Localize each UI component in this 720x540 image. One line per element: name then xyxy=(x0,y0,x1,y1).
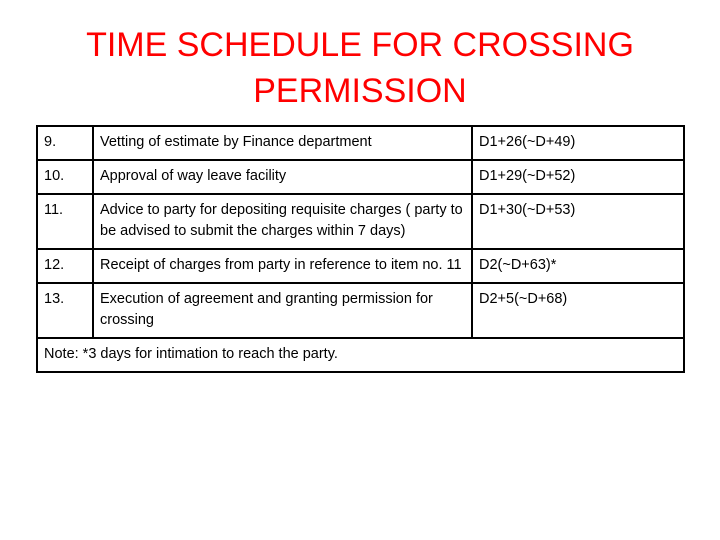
row-time: D1+29(~D+52) xyxy=(472,160,684,194)
row-number: 13. xyxy=(37,283,93,338)
row-time: D1+26(~D+49) xyxy=(472,126,684,160)
table-row xyxy=(37,283,684,338)
row-activity: Execution of agreement and granting permission for crossing xyxy=(93,283,472,338)
schedule-table xyxy=(36,125,685,373)
table-row xyxy=(37,249,684,283)
row-number: 12. xyxy=(37,249,93,283)
note-row xyxy=(37,338,684,372)
row-number: 10. xyxy=(37,160,93,194)
page-title: TIME SCHEDULE FOR CROSSING PERMISSION xyxy=(86,26,634,110)
row-number: 9. xyxy=(37,126,93,160)
table-row xyxy=(37,160,684,194)
row-time: D1+30(~D+53) xyxy=(472,194,684,249)
footnote: Note: *3 days for intimation to reach the party. xyxy=(37,338,684,372)
row-activity: Advice to party for depositing requisite charges ( party to be advised to submit the charges within 7 days) xyxy=(93,194,472,249)
table-row xyxy=(37,194,684,249)
table-row xyxy=(37,126,684,160)
row-number: 11. xyxy=(37,194,93,249)
row-activity: Receipt of charges from party in reference to item no. 11 xyxy=(93,249,472,283)
row-time: D2(~D+63)* xyxy=(472,249,684,283)
row-time: D2+5(~D+68) xyxy=(472,283,684,338)
row-activity: Vetting of estimate by Finance department xyxy=(93,126,472,160)
row-activity: Approval of way leave facility xyxy=(93,160,472,194)
